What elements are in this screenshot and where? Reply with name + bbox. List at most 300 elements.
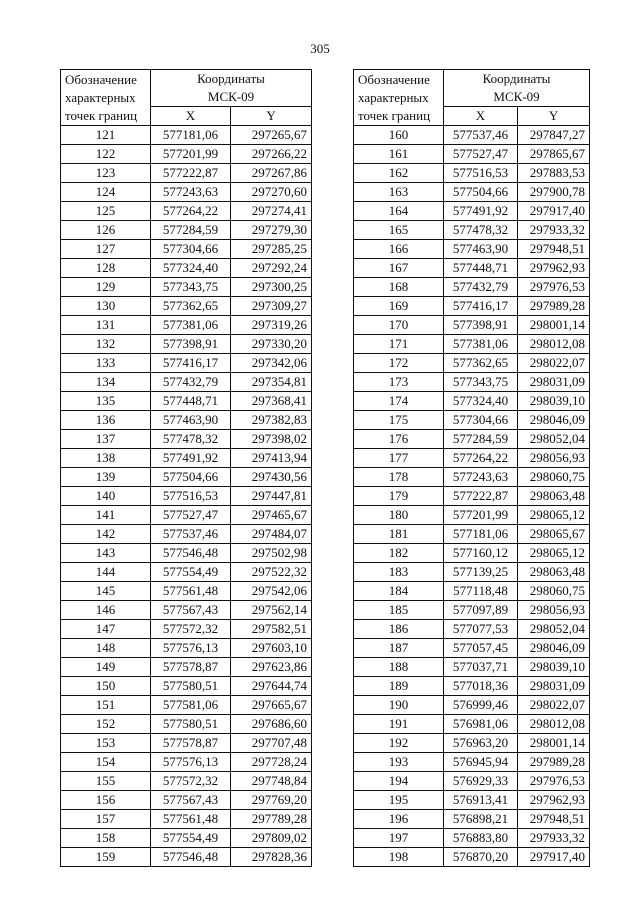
x-coordinate: 576898,21 — [444, 810, 518, 829]
x-coordinate: 577527,47 — [444, 145, 518, 164]
point-number: 168 — [354, 278, 444, 297]
point-number: 140 — [61, 487, 151, 506]
point-number: 144 — [61, 563, 151, 582]
point-number: 141 — [61, 506, 151, 525]
table-row — [61, 563, 312, 582]
table-row — [61, 373, 312, 392]
point-number: 181 — [354, 525, 444, 544]
table-row — [354, 677, 590, 696]
point-number: 183 — [354, 563, 444, 582]
x-coordinate: 577448,71 — [444, 259, 518, 278]
point-number: 123 — [61, 164, 151, 183]
y-coordinate: 298063,48 — [518, 563, 590, 582]
table-row — [354, 848, 590, 867]
point-number: 137 — [61, 430, 151, 449]
x-coordinate: 577567,43 — [151, 791, 231, 810]
y-coordinate: 297962,93 — [518, 791, 590, 810]
y-coordinate: 298063,48 — [518, 487, 590, 506]
table-row — [354, 183, 590, 202]
x-coordinate: 577201,99 — [151, 145, 231, 164]
table-row — [61, 829, 312, 848]
table-row — [61, 715, 312, 734]
table-row — [61, 411, 312, 430]
coordinate-system: МСК-09 — [207, 89, 255, 104]
point-number: 153 — [61, 734, 151, 753]
table-body-left — [61, 70, 312, 867]
x-coordinate: 577567,43 — [151, 601, 231, 620]
x-coordinate: 577491,92 — [151, 449, 231, 468]
point-number: 134 — [61, 373, 151, 392]
y-coordinate: 297430,56 — [231, 468, 312, 487]
point-number: 160 — [354, 126, 444, 145]
x-coordinate: 577491,92 — [444, 202, 518, 221]
table-row — [354, 278, 590, 297]
x-coordinate: 577561,48 — [151, 582, 231, 601]
table-row — [354, 335, 590, 354]
y-coordinate: 297828,36 — [231, 848, 312, 867]
table-body-right — [354, 70, 590, 867]
y-coordinate: 297398,02 — [231, 430, 312, 449]
y-coordinate: 297917,40 — [518, 202, 590, 221]
x-coordinate: 577181,06 — [151, 126, 231, 145]
table-row — [61, 582, 312, 601]
y-coordinate: 297285,25 — [231, 240, 312, 259]
point-number: 188 — [354, 658, 444, 677]
x-coordinate: 577381,06 — [151, 316, 231, 335]
table-row — [61, 753, 312, 772]
y-coordinate: 297769,20 — [231, 791, 312, 810]
coordinate-system: МСК-09 — [493, 89, 540, 104]
table-row — [354, 449, 590, 468]
x-coordinate: 577527,47 — [151, 506, 231, 525]
x-coordinate: 577398,91 — [151, 335, 231, 354]
x-coordinate: 577304,66 — [151, 240, 231, 259]
x-coordinate: 577284,59 — [444, 430, 518, 449]
y-coordinate: 298022,07 — [518, 696, 590, 715]
point-number: 129 — [61, 278, 151, 297]
x-coordinate: 577516,53 — [444, 164, 518, 183]
table-row — [61, 316, 312, 335]
table-row — [61, 221, 312, 240]
x-coordinate: 577416,17 — [444, 297, 518, 316]
x-coordinate: 577181,06 — [444, 525, 518, 544]
y-column-header: Y — [518, 107, 590, 126]
table-row — [354, 525, 590, 544]
y-coordinate: 298052,04 — [518, 430, 590, 449]
x-coordinate: 577139,25 — [444, 563, 518, 582]
y-coordinate: 298065,12 — [518, 506, 590, 525]
y-coordinate: 297274,41 — [231, 202, 312, 221]
y-coordinate: 297267,86 — [231, 164, 312, 183]
point-number: 189 — [354, 677, 444, 696]
x-coordinate: 577578,87 — [151, 658, 231, 677]
x-coordinate: 577478,32 — [444, 221, 518, 240]
point-number: 164 — [354, 202, 444, 221]
table-row — [61, 601, 312, 620]
point-label-line-2: характерных — [358, 89, 429, 105]
point-number: 143 — [61, 544, 151, 563]
y-coordinate: 298022,07 — [518, 354, 590, 373]
point-number: 152 — [61, 715, 151, 734]
table-row — [354, 259, 590, 278]
x-coordinate: 577576,13 — [151, 639, 231, 658]
x-coordinate: 577284,59 — [151, 221, 231, 240]
x-coordinate: 577478,32 — [151, 430, 231, 449]
x-coordinate: 577448,71 — [151, 392, 231, 411]
table-row — [61, 392, 312, 411]
point-number: 147 — [61, 620, 151, 639]
table-row — [61, 848, 312, 867]
y-coordinate: 297382,83 — [231, 411, 312, 430]
x-coordinate: 576929,33 — [444, 772, 518, 791]
table-row — [61, 791, 312, 810]
table-row — [354, 772, 590, 791]
point-number: 127 — [61, 240, 151, 259]
y-coordinate: 297309,27 — [231, 297, 312, 316]
y-coordinate: 297933,32 — [518, 829, 590, 848]
point-number: 161 — [354, 145, 444, 164]
table-row — [61, 449, 312, 468]
y-coordinate: 298012,08 — [518, 335, 590, 354]
table-row — [61, 810, 312, 829]
point-number: 178 — [354, 468, 444, 487]
point-number: 166 — [354, 240, 444, 259]
point-number: 195 — [354, 791, 444, 810]
point-number: 175 — [354, 411, 444, 430]
y-coordinate: 297502,98 — [231, 544, 312, 563]
y-coordinate: 297270,60 — [231, 183, 312, 202]
table-row — [61, 278, 312, 297]
table-row — [354, 164, 590, 183]
y-coordinate: 297883,53 — [518, 164, 590, 183]
point-number: 167 — [354, 259, 444, 278]
y-coordinate: 297265,67 — [231, 126, 312, 145]
y-coordinate: 297279,30 — [231, 221, 312, 240]
x-coordinate: 577572,32 — [151, 620, 231, 639]
x-coordinate: 577057,45 — [444, 639, 518, 658]
table-row — [61, 430, 312, 449]
point-number: 121 — [61, 126, 151, 145]
table-row — [354, 468, 590, 487]
y-coordinate: 297686,60 — [231, 715, 312, 734]
x-coordinate: 577554,49 — [151, 563, 231, 582]
point-number: 176 — [354, 430, 444, 449]
y-coordinate: 297976,53 — [518, 772, 590, 791]
table-row — [61, 658, 312, 677]
y-coordinate: 298012,08 — [518, 715, 590, 734]
table-row — [61, 525, 312, 544]
table-row — [354, 392, 590, 411]
y-coordinate: 298060,75 — [518, 468, 590, 487]
table-row — [354, 297, 590, 316]
y-coordinate: 298046,09 — [518, 411, 590, 430]
point-number: 146 — [61, 601, 151, 620]
x-coordinate: 577037,71 — [444, 658, 518, 677]
point-number: 194 — [354, 772, 444, 791]
x-coordinate: 577222,87 — [151, 164, 231, 183]
x-coordinate: 577118,48 — [444, 582, 518, 601]
point-number: 128 — [61, 259, 151, 278]
point-number: 156 — [61, 791, 151, 810]
table-row — [354, 563, 590, 582]
point-number: 171 — [354, 335, 444, 354]
point-number: 154 — [61, 753, 151, 772]
y-coordinate: 297976,53 — [518, 278, 590, 297]
point-number: 187 — [354, 639, 444, 658]
table-row — [61, 696, 312, 715]
y-coordinate: 297707,48 — [231, 734, 312, 753]
table-row — [61, 468, 312, 487]
x-coordinate: 576963,20 — [444, 734, 518, 753]
y-coordinate: 297465,67 — [231, 506, 312, 525]
x-coordinate: 577580,51 — [151, 677, 231, 696]
table-row — [354, 639, 590, 658]
x-coordinate: 576981,06 — [444, 715, 518, 734]
x-coordinate: 577537,46 — [151, 525, 231, 544]
point-number: 135 — [61, 392, 151, 411]
table-row — [354, 734, 590, 753]
y-coordinate: 297266,22 — [231, 145, 312, 164]
y-coordinate: 297582,51 — [231, 620, 312, 639]
table-row — [61, 183, 312, 202]
point-number: 125 — [61, 202, 151, 221]
table-row — [354, 316, 590, 335]
point-number: 124 — [61, 183, 151, 202]
table-row — [354, 791, 590, 810]
point-number: 142 — [61, 525, 151, 544]
point-number: 136 — [61, 411, 151, 430]
x-coordinate: 577324,40 — [444, 392, 518, 411]
x-coordinate: 577416,17 — [151, 354, 231, 373]
table-row — [354, 145, 590, 164]
x-coordinate: 577398,91 — [444, 316, 518, 335]
y-column-header: Y — [231, 107, 312, 126]
y-coordinate: 298065,67 — [518, 525, 590, 544]
x-coordinate: 577463,90 — [444, 240, 518, 259]
x-coordinate: 577432,79 — [444, 278, 518, 297]
point-number: 150 — [61, 677, 151, 696]
y-coordinate: 298056,93 — [518, 449, 590, 468]
point-label-line-2: характерных — [65, 89, 136, 105]
table-row — [354, 240, 590, 259]
point-number: 162 — [354, 164, 444, 183]
point-number: 138 — [61, 449, 151, 468]
x-coordinate: 577554,49 — [151, 829, 231, 848]
x-coordinate: 577580,51 — [151, 715, 231, 734]
x-coordinate: 577304,66 — [444, 411, 518, 430]
table-row — [354, 411, 590, 430]
point-number: 173 — [354, 373, 444, 392]
x-coordinate: 577576,13 — [151, 753, 231, 772]
point-number: 133 — [61, 354, 151, 373]
x-coordinate: 577504,66 — [151, 468, 231, 487]
y-coordinate: 297330,20 — [231, 335, 312, 354]
point-number: 185 — [354, 601, 444, 620]
x-coordinate: 577381,06 — [444, 335, 518, 354]
point-number: 163 — [354, 183, 444, 202]
y-coordinate: 297748,84 — [231, 772, 312, 791]
point-label-line-1: Обозначение — [358, 71, 430, 87]
x-coordinate: 577362,65 — [444, 354, 518, 373]
y-coordinate: 297865,67 — [518, 145, 590, 164]
table-row — [354, 601, 590, 620]
x-coordinate: 577324,40 — [151, 259, 231, 278]
table-row — [61, 164, 312, 183]
table-row — [61, 772, 312, 791]
table-row — [354, 696, 590, 715]
x-coordinate: 577201,99 — [444, 506, 518, 525]
point-number: 174 — [354, 392, 444, 411]
x-coordinate: 577504,66 — [444, 183, 518, 202]
x-coordinate: 577243,63 — [151, 183, 231, 202]
x-coordinate: 577264,22 — [444, 449, 518, 468]
point-number: 172 — [354, 354, 444, 373]
x-coordinate: 576913,41 — [444, 791, 518, 810]
table-row — [61, 145, 312, 164]
x-coordinate: 577516,53 — [151, 487, 231, 506]
point-number: 130 — [61, 297, 151, 316]
point-number: 149 — [61, 658, 151, 677]
point-number: 197 — [354, 829, 444, 848]
point-number: 170 — [354, 316, 444, 335]
point-number: 177 — [354, 449, 444, 468]
y-coordinate: 297917,40 — [518, 848, 590, 867]
point-number: 157 — [61, 810, 151, 829]
x-coordinate: 577546,48 — [151, 544, 231, 563]
x-coordinate: 576883,80 — [444, 829, 518, 848]
table-row — [61, 506, 312, 525]
y-coordinate: 297989,28 — [518, 297, 590, 316]
y-coordinate: 297413,94 — [231, 449, 312, 468]
y-coordinate: 297665,67 — [231, 696, 312, 715]
point-number: 165 — [354, 221, 444, 240]
point-label-line-3: точек границ — [65, 107, 138, 123]
x-coordinate: 577243,63 — [444, 468, 518, 487]
point-number: 145 — [61, 582, 151, 601]
x-column-header: X — [151, 107, 231, 126]
x-coordinate: 577264,22 — [151, 202, 231, 221]
table-row — [61, 677, 312, 696]
x-coordinate: 577561,48 — [151, 810, 231, 829]
table-row — [354, 715, 590, 734]
x-coordinate: 577362,65 — [151, 297, 231, 316]
point-number: 169 — [354, 297, 444, 316]
table-row — [354, 373, 590, 392]
x-coordinate: 577097,89 — [444, 601, 518, 620]
table-row — [61, 202, 312, 221]
y-coordinate: 297522,32 — [231, 563, 312, 582]
x-coordinate: 577581,06 — [151, 696, 231, 715]
table-row — [61, 297, 312, 316]
y-coordinate: 298060,75 — [518, 582, 590, 601]
x-coordinate: 577343,75 — [151, 278, 231, 297]
point-label-line-3: точек границ — [358, 107, 431, 123]
point-label-line-1: Обозначение — [65, 71, 137, 87]
point-number: 131 — [61, 316, 151, 335]
point-number: 151 — [61, 696, 151, 715]
y-coordinate: 297789,28 — [231, 810, 312, 829]
point-number: 193 — [354, 753, 444, 772]
y-coordinate: 298031,09 — [518, 373, 590, 392]
table-row — [61, 639, 312, 658]
x-coordinate: 577463,90 — [151, 411, 231, 430]
y-coordinate: 298046,09 — [518, 639, 590, 658]
x-coordinate: 577572,32 — [151, 772, 231, 791]
y-coordinate: 298001,14 — [518, 316, 590, 335]
point-number: 192 — [354, 734, 444, 753]
table-row — [61, 259, 312, 278]
y-coordinate: 298031,09 — [518, 677, 590, 696]
y-coordinate: 297847,27 — [518, 126, 590, 145]
page-number: 305 — [310, 41, 330, 56]
y-coordinate: 298039,10 — [518, 392, 590, 411]
table-row — [354, 126, 590, 145]
point-label-header — [61, 70, 151, 126]
coordinates-header — [151, 70, 312, 107]
table-row — [354, 544, 590, 563]
point-number: 191 — [354, 715, 444, 734]
y-coordinate: 297623,86 — [231, 658, 312, 677]
x-coordinate: 577222,87 — [444, 487, 518, 506]
y-coordinate: 297948,51 — [518, 810, 590, 829]
y-coordinate: 297644,74 — [231, 677, 312, 696]
table-row — [61, 126, 312, 145]
table-row — [354, 430, 590, 449]
table-row — [61, 734, 312, 753]
y-coordinate: 297603,10 — [231, 639, 312, 658]
y-coordinate: 297728,24 — [231, 753, 312, 772]
x-coordinate: 577343,75 — [444, 373, 518, 392]
x-coordinate: 577018,36 — [444, 677, 518, 696]
x-coordinate: 577537,46 — [444, 126, 518, 145]
point-number: 186 — [354, 620, 444, 639]
y-coordinate: 297562,14 — [231, 601, 312, 620]
y-coordinate: 297342,06 — [231, 354, 312, 373]
y-coordinate: 297300,25 — [231, 278, 312, 297]
table-row — [354, 202, 590, 221]
x-coordinate: 577077,53 — [444, 620, 518, 639]
y-coordinate: 297948,51 — [518, 240, 590, 259]
y-coordinate: 297368,41 — [231, 392, 312, 411]
table-row — [61, 487, 312, 506]
y-coordinate: 297447,81 — [231, 487, 312, 506]
table-row — [354, 221, 590, 240]
table-row — [354, 620, 590, 639]
point-number: 190 — [354, 696, 444, 715]
table-row — [61, 335, 312, 354]
table-row — [354, 829, 590, 848]
table-row — [354, 354, 590, 373]
table-row — [354, 753, 590, 772]
point-number: 182 — [354, 544, 444, 563]
table-row — [61, 354, 312, 373]
coordinates-header — [444, 70, 590, 107]
table-row — [354, 506, 590, 525]
y-coordinate: 298065,12 — [518, 544, 590, 563]
x-coordinate: 577160,12 — [444, 544, 518, 563]
point-number: 184 — [354, 582, 444, 601]
y-coordinate: 297484,07 — [231, 525, 312, 544]
x-column-header: X — [444, 107, 518, 126]
point-number: 196 — [354, 810, 444, 829]
y-coordinate: 297542,06 — [231, 582, 312, 601]
point-number: 122 — [61, 145, 151, 164]
x-coordinate: 577578,87 — [151, 734, 231, 753]
x-coordinate: 576945,94 — [444, 753, 518, 772]
table-row — [354, 487, 590, 506]
table-row — [354, 810, 590, 829]
x-coordinate: 576870,20 — [444, 848, 518, 867]
